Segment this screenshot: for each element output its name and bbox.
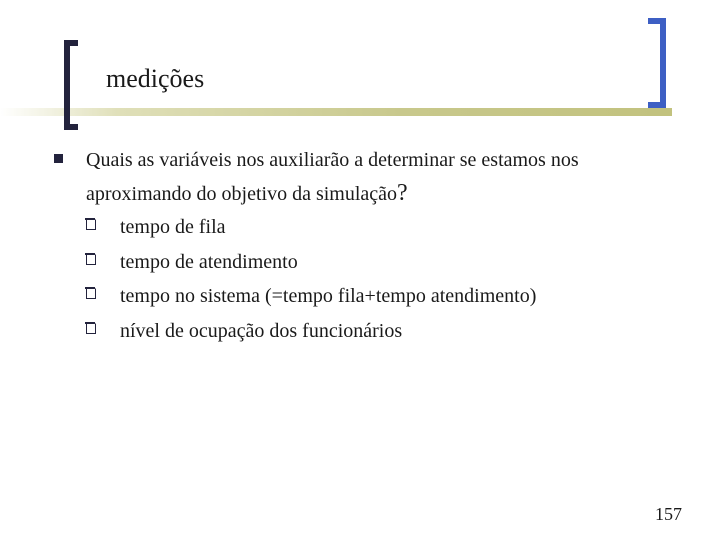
sub-item-text: tempo no sistema (=tempo fila+tempo atendimento)	[120, 285, 537, 307]
page-number: 157	[655, 504, 682, 524]
square-bullet-icon	[54, 154, 63, 163]
question-mark: ?	[397, 180, 408, 206]
hollow-square-bullet-icon	[86, 323, 96, 334]
main-bullet-text	[86, 144, 676, 211]
hollow-square-bullet-icon	[86, 219, 96, 230]
right-bracket-decoration	[648, 18, 666, 108]
left-bracket-decoration	[64, 40, 78, 130]
title-underline-bar	[0, 108, 672, 116]
hollow-square-bullet-icon	[86, 254, 96, 265]
main-bullet-body: Quais as variáveis nos auxiliarão a determinar se estamos nos aproximando do objetivo da simulação	[86, 149, 579, 205]
slide-title: medições	[106, 64, 205, 93]
sub-item-text: tempo de atendimento	[120, 250, 298, 273]
sub-item-text: nível de ocupação dos funcionários	[120, 319, 403, 342]
hollow-square-bullet-icon	[86, 288, 96, 299]
sub-item-text: tempo de fila	[120, 216, 226, 238]
